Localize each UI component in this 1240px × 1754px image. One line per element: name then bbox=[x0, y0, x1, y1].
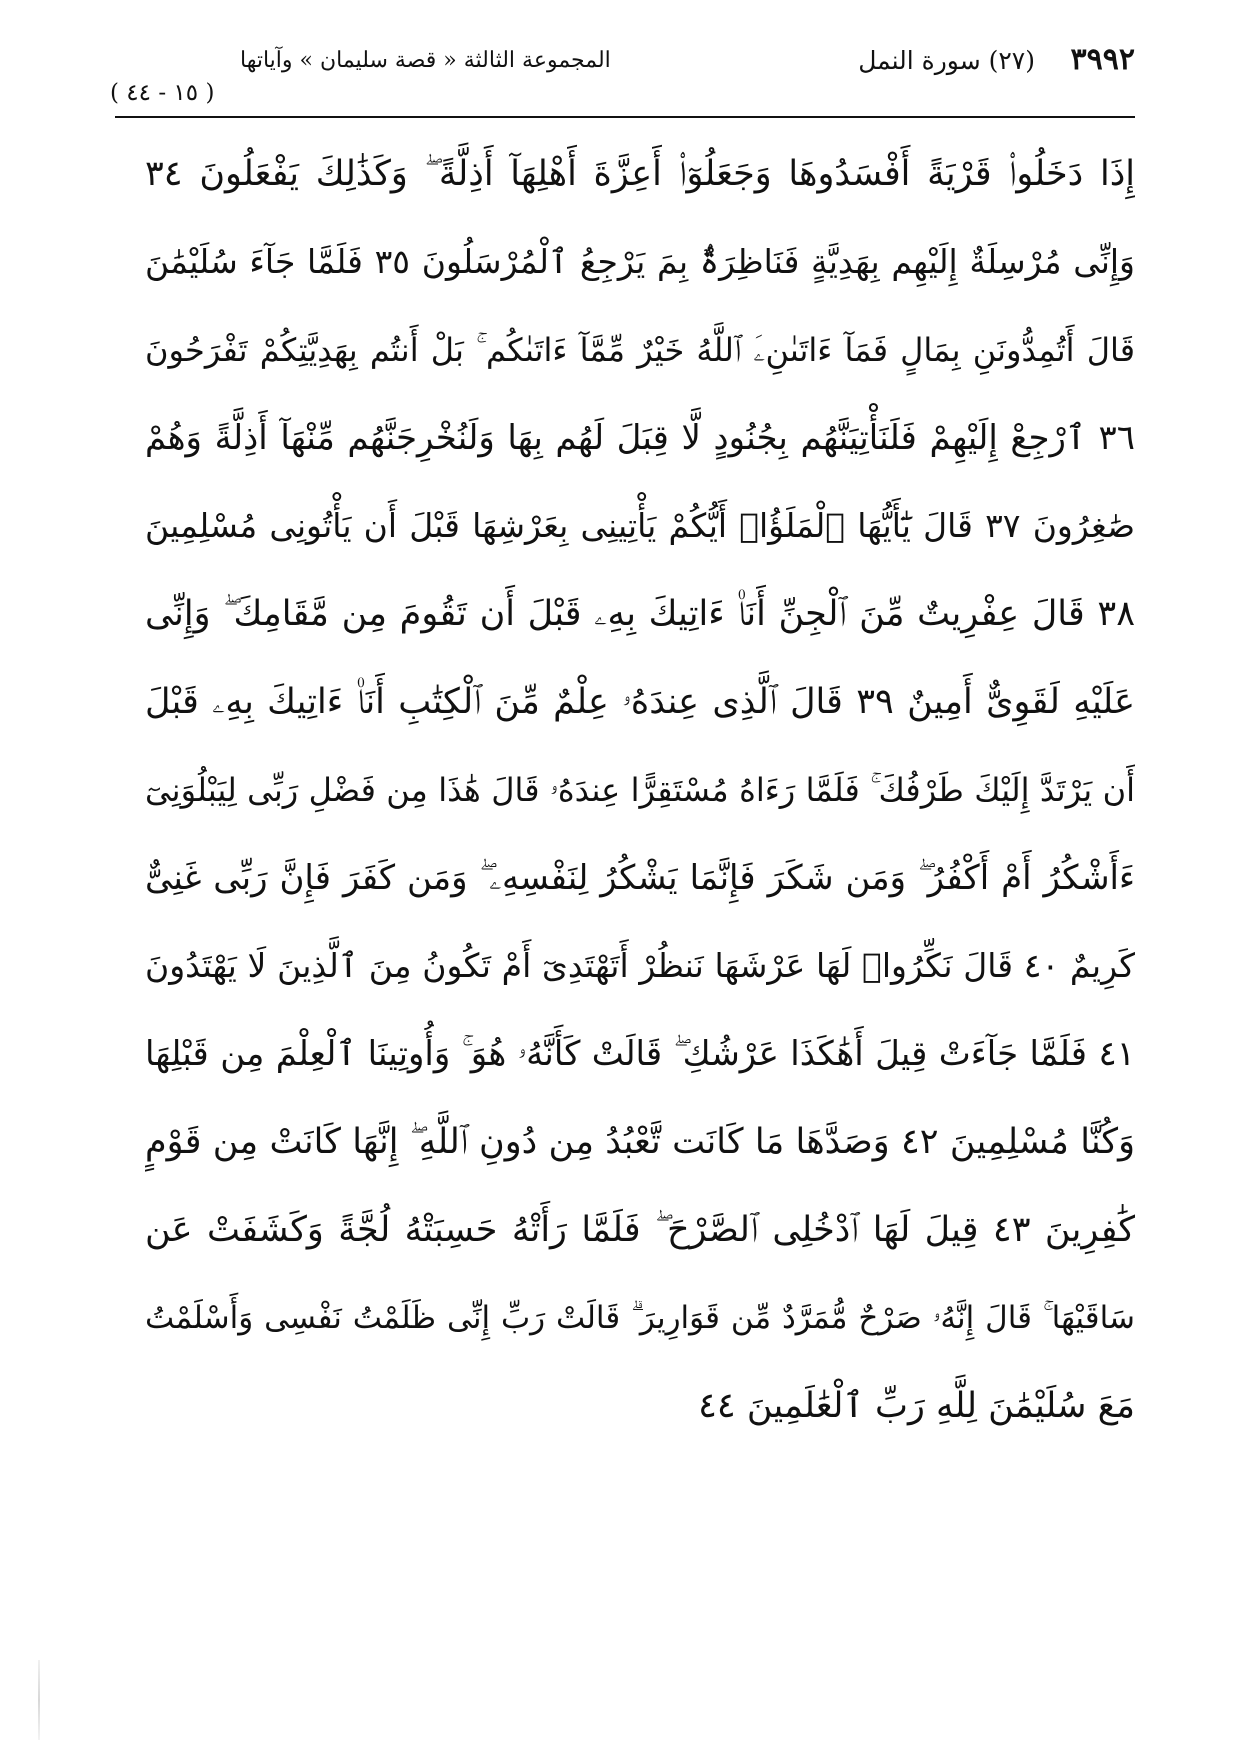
scan-artifact bbox=[38, 1660, 40, 1740]
text-line: عَلَيْهِ لَقَوِىٌّ أَمِينٌ ٣٩ قَالَ ٱلَّذِى عِندَهُۥ عِلْمٌ مِّنَ ٱلْكِتَٰبِ أَنَا۠ ءَاتِيكَ بِهِۦ قَبْلَ bbox=[145, 682, 1135, 722]
text-line: قَالَ أَتُمِدُّونَنِ بِمَالٍ فَمَآ ءَاتَىٰنِۦَ ٱللَّهُ خَيْرٌ مِّمَّآ ءَاتَىٰكُم ۚ بَلْ أَنتُم بِهَدِيَّتِكُمْ تَفْرَحُونَ bbox=[145, 331, 1135, 369]
quran-text bbox=[145, 130, 1135, 1450]
text-line: كَرِيمٌ ٤٠ قَالَ نَكِّرُوا۟ لَهَا عَرْشَهَا نَنظُرْ أَتَهْتَدِىٓ أَمْ تَكُونُ مِنَ ٱلَّذِينَ لَا يَهْتَدُونَ bbox=[145, 946, 1135, 985]
text-line: صَٰغِرُونَ ٣٧ قَالَ يَٰٓأَيُّهَا ٱلْمَلَؤُا۟ أَيُّكُمْ يَأْتِينِى بِعَرْشِهَا قَبْلَ أَن يَأْتُونِى مُسْلِمِينَ bbox=[145, 506, 1135, 545]
text-line: ٣٨ قَالَ عِفْرِيتٌ مِّنَ ٱلْجِنِّ أَنَا۠ ءَاتِيكَ بِهِۦ قَبْلَ أَن تَقُومَ مِن مَّقَامِكَ ۖ وَإِنِّى bbox=[145, 594, 1135, 634]
text-line: سَاقَيْهَا ۚ قَالَ إِنَّهُۥ صَرْحٌ مُّمَرَّدٌ مِّن قَوَارِيرَ ۗ قَالَتْ رَبِّ إِنِّى ظَلَمْتُ نَفْسِى وَأَسْلَمْتُ bbox=[145, 1300, 1135, 1336]
text-line: ٤١ فَلَمَّا جَآءَتْ قِيلَ أَهَٰكَذَا عَرْشُكِ ۖ قَالَتْ كَأَنَّهُۥ هُوَ ۚ وَأُوتِينَا ٱلْعِلْمَ مِن قَبْلِهَا bbox=[145, 1034, 1135, 1074]
header-rule bbox=[115, 116, 1135, 118]
text-line: أَن يَرْتَدَّ إِلَيْكَ طَرْفُكَ ۚ فَلَمَّا رَءَاهُ مُسْتَقِرًّا عِندَهُۥ قَالَ هَٰذَا مِن فَضْلِ رَبِّى لِيَبْلُوَنِىٓ bbox=[145, 771, 1135, 809]
text-line: وَإِنِّى مُرْسِلَةٌ إِلَيْهِم بِهَدِيَّةٍ فَنَاظِرَةٌۢ بِمَ يَرْجِعُ ٱلْمُرْسَلُونَ ٣٥ فَلَمَّا جَآءَ سُلَيْمَٰنَ bbox=[145, 242, 1135, 281]
text-line: إِذَا دَخَلُوا۟ قَرْيَةً أَفْسَدُوهَا وَجَعَلُوٓا۟ أَعِزَّةَ أَهْلِهَآ أَذِلَّةً ۖ وَكَذَٰلِكَ يَفْعَلُونَ ٣٤ bbox=[145, 154, 1135, 194]
verse-range: ( ١٥ - ٤٤ ) bbox=[110, 80, 215, 106]
text-line: مَعَ سُلَيْمَٰنَ لِلَّهِ رَبِّ ٱلْعَٰلَمِينَ ٤٤ bbox=[698, 1386, 1135, 1426]
page-header bbox=[110, 42, 1135, 112]
group-title: المجموعة الثالثة « قصة سليمان » وآياتها bbox=[240, 48, 611, 73]
text-line: ٣٦ ٱرْجِعْ إِلَيْهِمْ فَلَنَأْتِيَنَّهُم بِجُنُودٍ لَّا قِبَلَ لَهُم بِهَا وَلَنُخْرِجَنَّهُم مِّنْهَآ أَذِلَّةً وَهُمْ bbox=[145, 418, 1135, 458]
text-line: ءَأَشْكُرُ أَمْ أَكْفُرُ ۖ وَمَن شَكَرَ فَإِنَّمَا يَشْكُرُ لِنَفْسِهِۦ ۖ وَمَن كَفَرَ فَإِنَّ رَبِّى غَنِىٌّ bbox=[145, 858, 1135, 898]
surah-reference: (٢٧) سورة النمل bbox=[858, 46, 1035, 75]
text-line: كَٰفِرِينَ ٤٣ قِيلَ لَهَا ٱدْخُلِى ٱلصَّرْحَ ۖ فَلَمَّا رَأَتْهُ حَسِبَتْهُ لُجَّةً وَكَشَفَتْ عَن bbox=[145, 1210, 1135, 1250]
page-number: ٣٩٩٢ bbox=[1070, 42, 1135, 77]
text-line: وَكُنَّا مُسْلِمِينَ ٤٢ وَصَدَّهَا مَا كَانَت تَّعْبُدُ مِن دُونِ ٱللَّهِ ۖ إِنَّهَا كَانَتْ مِن قَوْمٍ bbox=[145, 1122, 1135, 1162]
